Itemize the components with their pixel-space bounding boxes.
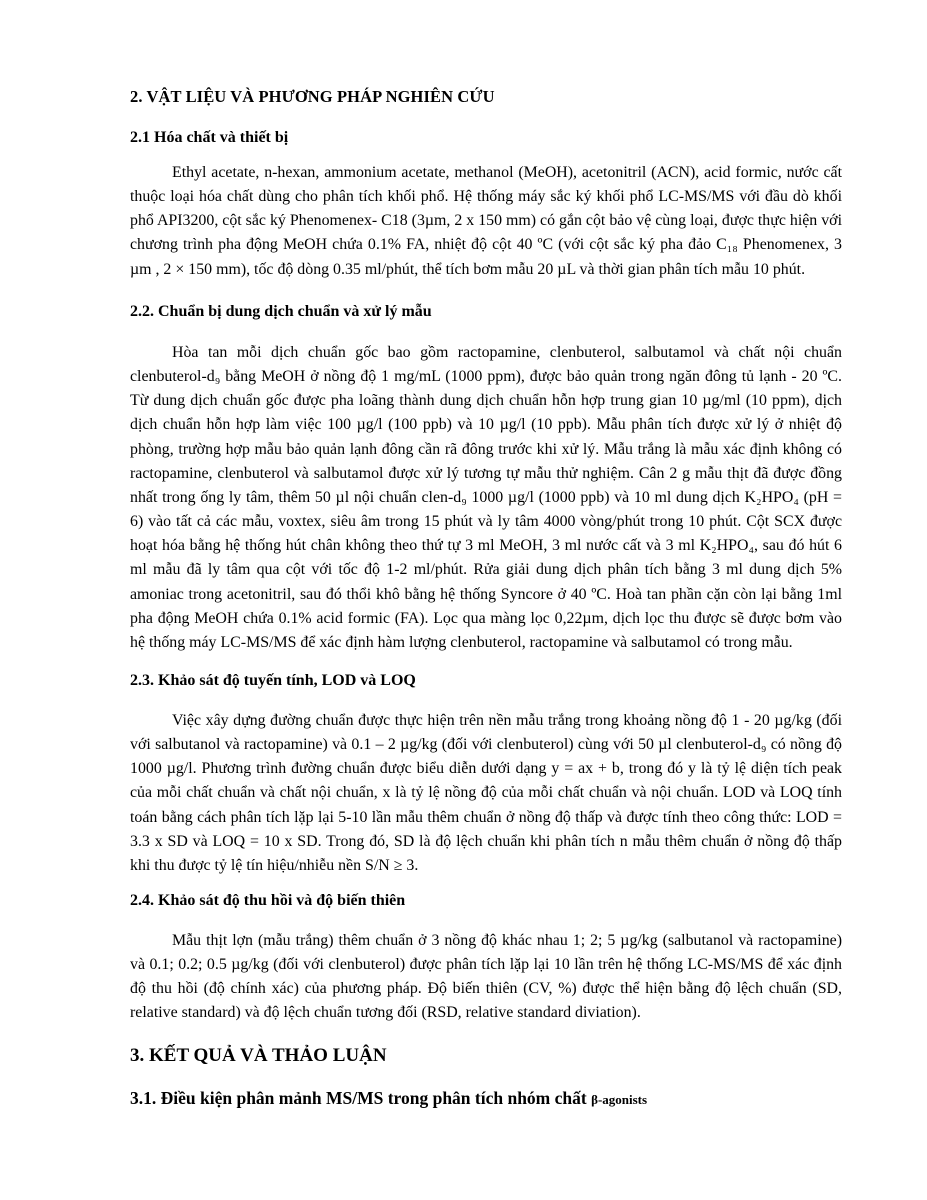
subsection-2-2-paragraph: Hòa tan mỗi dịch chuẩn gốc bao gồm ractopamine, clenbuterol, salbutamol và chất nội chuẩn clenbuterol-d₉ bằng MeOH ở nồng độ 1 mg/mL (1000 ppm), được bảo quản trong ngăn đông tủ lạnh - 20 ºC. Từ dung dịch chuẩn gốc được pha loãng thành dung dịch chuẩn hỗn hợp trung gian 10 µg/ml (10 ppm), dịch dịch chuẩn hỗn hợp làm việc 100 µg/l (100 ppb) và 10 µg/l (10 ppb). Mẫu phân tích được xử lý ở nhiệt độ phòng, trường hợp mẫu bảo quản lạnh đông cần rã đông trước khi xử lý. Mẫu trắng là mẫu xác định không có ractopamine, clenbuterol và salbutamol được xử lý tương tự mẫu thử nghiệm. Cân 2 g mẫu thịt đã được đồng nhất trong ống ly tâm, thêm 50 µl nội chuẩn clen-d₉ 1000 µg/l (1000 ppb) và 10 ml dung dịch K₂HPO₄ (pH = 6) vào tất cả các mẫu, voxtex, siêu âm trong 15 phút và ly tâm 4000 vòng/phút trong 10 phút. Cột SCX được hoạt hóa bằng hệ thống hút chân không theo thứ tự 3 ml MeOH, 3 ml nước cất và 3 ml K₂HPO₄, sau đó hút 6 ml mẫu đã ly tâm qua cột với tốc độ 1-2 ml/phút. Rửa giải dung dịch phân tích bằng 3 ml dung dịch 5% amoniac trong acetonitril, sau đó thổi khô bằng hệ thống Syncore ở 40 ºC. Hoà tan phần cặn còn lại bằng 1ml pha động MeOH chứa 0.1% acid formic (FA). Lọc qua màng lọc 0,22µm, dịch lọc thu được sẽ được bơm vào hệ thống máy LC-MS/MS để xác định hàm lượng clenbuterol, ractopamine và salbutamol có trong mẫu. bbox=[130, 344, 842, 651]
subsection-2-2-heading: 2.2. Chuẩn bị dung dịch chuẩn và xử lý mẫu bbox=[130, 303, 432, 320]
section-2-heading: 2. VẬT LIỆU VÀ PHƯƠNG PHÁP NGHIÊN CỨU bbox=[130, 87, 495, 106]
subsection-2-3-paragraph: Việc xây dựng đường chuẩn được thực hiện trên nền mẫu trắng trong khoảng nồng độ 1 - 20 µg/kg (đối với salbutanol và ractopamine) và 0.1 – 2 µg/kg (đối với clenbuterol) cùng với 50 µl clenbuterol-d₉ có nồng độ 1000 µg/l. Phương trình đường chuẩn được biểu diễn dưới dạng y = ax + b, trong đó y là tỷ lệ diện tích peak của mỗi chất chuẩn và chất nội chuẩn, x là tỷ lệ nồng độ của mỗi chất chuẩn và nội chuẩn. LOD và LOQ tính toán bằng cách phân tích lặp lại 5-10 lần mẫu thêm chuẩn ở nồng độ thấp và được tính theo công thức: LOD = 3.3 x SD và LOQ = 10 x SD. Trong đó, SD là độ lệch chuẩn khi phân tích n mẫu thêm chuẩn ở nồng độ thấp khi thu được tỷ lệ tín hiệu/nhiễu nền S/N ≥ 3. bbox=[130, 712, 842, 874]
subsection-2-1-heading: 2.1 Hóa chất và thiết bị bbox=[130, 129, 289, 146]
section-3-heading: 3. KẾT QUẢ VÀ THẢO LUẬN bbox=[130, 1045, 387, 1066]
subsection-3-1-title: 3.1. Điều kiện phân mảnh MS/MS trong phân tích nhóm chất bbox=[130, 1088, 592, 1108]
subsection-2-3-heading: 2.3. Khảo sát độ tuyến tính, LOD và LOQ bbox=[130, 672, 416, 689]
subsection-2-4-heading: 2.4. Khảo sát độ thu hồi và độ biến thiên bbox=[130, 892, 406, 909]
subsection-3-1-heading bbox=[130, 1088, 647, 1109]
subsection-2-1-paragraph: Ethyl acetate, n-hexan, ammonium acetate, methanol (MeOH), acetonitril (ACN), acid formic, nước cất thuộc loại hóa chất dùng cho phân tích khối phổ. Hệ thống máy sắc ký khối phổ LC-MS/MS với đầu dò khối phổ API3200, cột sắc ký Phenomenex- C18 (3µm, 2 x 150 mm) có gắn cột bảo vệ cùng loại, được thực hiện với chương trình pha động MeOH chứa 0.1% FA, nhiệt độ cột 40 ºC (với cột sắc ký pha đảo C₁₈ Phenomenex, 3 µm , 2 × 150 mm), tốc độ dòng 0.35 ml/phút, thể tích bơm mẫu 20 µL và thời gian phân tích mẫu 10 phút. bbox=[130, 164, 842, 278]
subsection-2-4-paragraph: Mẫu thịt lợn (mẫu trắng) thêm chuẩn ở 3 nồng độ khác nhau 1; 2; 5 µg/kg (salbutanol và ractopamine) và 0.1; 0.2; 0.5 µg/kg (đối với clenbuterol) được phân tích lặp lại 10 lần trên hệ thống LC-MS/MS để xác định độ thu hồi (độ chính xác) của phương pháp. Độ biến thiên (CV, %) được thể hiện bằng độ lệch chuẩn (SD, relative standard) và độ lệch chuẩn tương đối (RSD, relative standard diviation). bbox=[130, 932, 842, 1022]
subsection-3-1-title-suffix: β-agonists bbox=[591, 1092, 648, 1107]
